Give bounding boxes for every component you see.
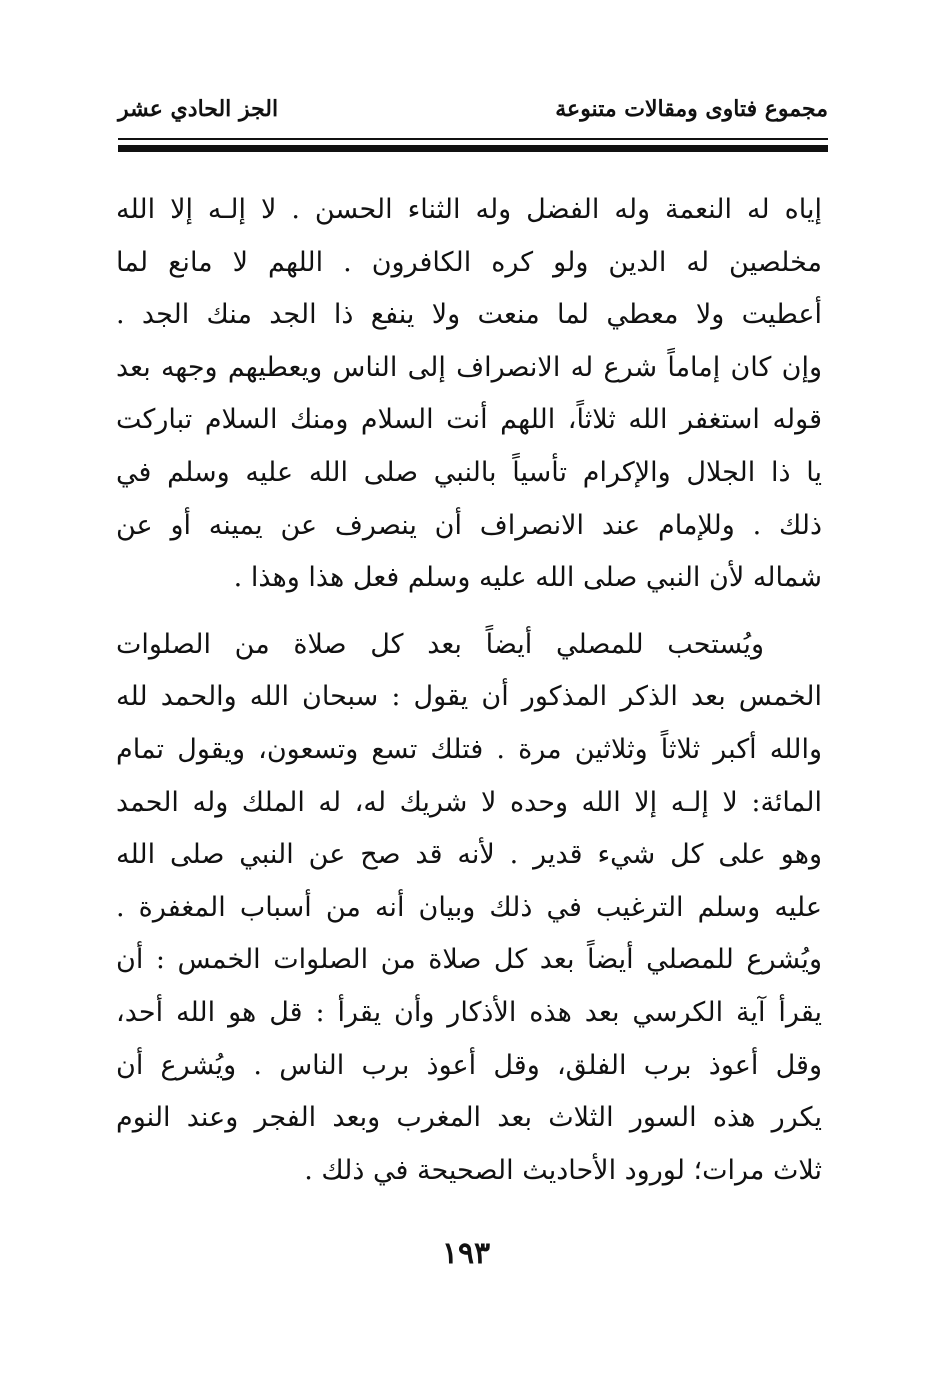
text-line: ذلك . وللإمام عند الانصراف أن ينصرف عن يمينه أو عن xyxy=(116,509,822,541)
page-number: ١٩٣ xyxy=(441,1236,491,1271)
book-title: مجموع فتاوى ومقالات متنوعة xyxy=(555,96,828,122)
text-line: والله أكبر ثلاثاً وثلاثين مرة . فتلك تسع وتسعون، ويقول تمام xyxy=(116,733,822,765)
body-text xyxy=(116,184,822,1197)
text-line: الخمس بعد الذكر المذكور أن يقول : سبحان الله والحمد لله xyxy=(116,681,822,713)
paragraph xyxy=(116,184,822,605)
text-line: يكرر هذه السور الثلاث بعد المغرب وبعد الفجر وعند النوم xyxy=(116,1102,822,1134)
text-line: ويُشرع للمصلي أيضاً بعد كل صلاة من الصلوات الخمس : أن xyxy=(116,944,822,976)
text-line: مخلصين له الدين ولو كره الكافرون . اللهم لا مانع لما xyxy=(116,246,822,278)
text-line: شماله لأن النبي صلى الله عليه وسلم فعل هذا وهذا . xyxy=(233,562,822,594)
text-line: وقل أعوذ برب الفلق، وقل أعوذ برب الناس . ويُشرع أن xyxy=(116,1049,822,1081)
page-header xyxy=(118,96,828,132)
text-line: ثلاث مرات؛ لورود الأحاديث الصحيحة في ذلك . xyxy=(304,1154,822,1186)
header-divider-thick xyxy=(118,145,828,152)
paragraph-gap xyxy=(116,605,822,619)
text-line: يا ذا الجلال والإكرام تأسياً بالنبي صلى الله عليه وسلم في xyxy=(116,456,822,488)
text-line: عليه وسلم الترغيب في ذلك وبيان أنه من أسباب المغفرة . xyxy=(116,891,822,923)
header-divider-thin xyxy=(118,138,828,140)
text-line: أعطيت ولا معطي لما منعت ولا ينفع ذا الجد منك الجد . xyxy=(116,299,822,331)
text-line: إياه له النعمة وله الفضل وله الثناء الحسن . لا إلـه إلا الله xyxy=(116,194,822,225)
paragraph xyxy=(116,619,822,1198)
volume-label: الجز الحادي عشر xyxy=(118,96,279,122)
text-line: وإن كان إماماً شرع له الانصراف إلى الناس ويعطيهم وجهه بعد xyxy=(116,351,822,383)
text-line: وهو على كل شيء قدير . لأنه قد صح عن النبي صلى الله xyxy=(116,839,822,871)
text-line: يقرأ آية الكرسي بعد هذه الأذكار وأن يقرأ : قل هو الله أحد، xyxy=(116,996,822,1028)
text-line: ويُستحب للمصلي أيضاً بعد كل صلاة من الصلوات xyxy=(116,628,764,660)
text-line: المائة: لا إلـه إلا الله وحده لا شريك له، له الملك وله الحمد xyxy=(116,786,822,818)
text-line: قوله استغفر الله ثلاثاً، اللهم أنت السلام ومنك السلام تباركت xyxy=(116,404,822,436)
